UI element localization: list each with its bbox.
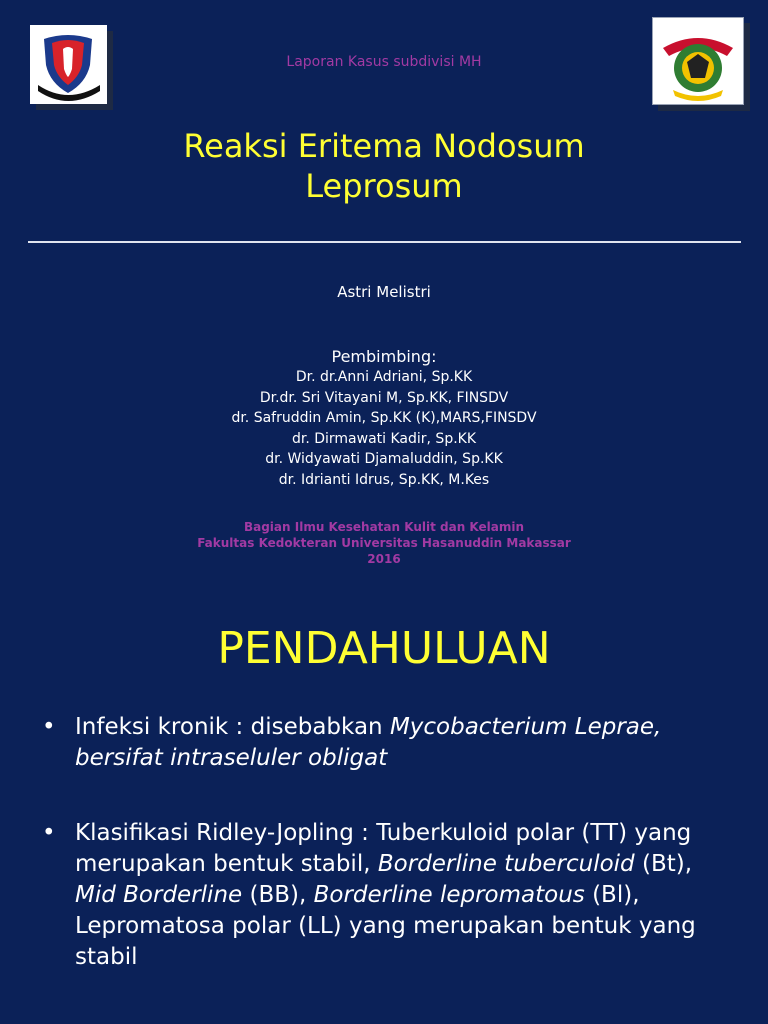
bullet-text: (BB), bbox=[242, 882, 314, 908]
title-line-1: Reaksi Eritema Nodosum bbox=[183, 127, 585, 165]
advisor-name: Dr.dr. Sri Vitayani M, Sp.KK, FINSDV bbox=[259, 389, 509, 406]
report-subtitle: Laporan Kasus subdivisi MH bbox=[286, 54, 482, 70]
bullet-text: (Bl), Lepromatosa polar (LL) yang merupakan bentuk yang stabil bbox=[75, 882, 696, 970]
advisor-name: dr. Idrianti Idrus, Sp.KK, M.Kes bbox=[278, 471, 490, 488]
presentation-title bbox=[0, 126, 768, 206]
bullet-text: (Bt), bbox=[634, 851, 693, 877]
advisor-name: dr. Dirmawati Kadir, Sp.KK bbox=[291, 430, 477, 447]
bullet-italic-text: Mycobacterium Leprae, bersifat intraseluler obligat bbox=[75, 714, 662, 771]
department-name: Bagian Ilmu Kesehatan Kulit dan Kelamin bbox=[243, 520, 525, 534]
bullet-item bbox=[40, 712, 740, 774]
advisor-name: dr. Widyawati Djamaluddin, Sp.KK bbox=[265, 451, 503, 467]
bullet-italic-text: Borderline tuberculoid bbox=[377, 851, 635, 877]
bullet-text: Klasifikasi Ridley-Jopling : Tuberkuloid polar (TT) yang merupakan bentuk stabil, bbox=[75, 820, 692, 877]
advisor-name: Dr. dr.Anni Adriani, Sp.KK bbox=[295, 369, 473, 385]
bullet-italic-text: Borderline lepromatous bbox=[313, 882, 585, 908]
bullet-list bbox=[40, 712, 740, 1017]
institution-block bbox=[0, 519, 768, 567]
year: 2016 bbox=[367, 552, 401, 566]
bullet-italic-text: Mid Borderline bbox=[75, 882, 243, 908]
title-line-2: Leprosum bbox=[305, 167, 463, 205]
author-name: Astri Melistri bbox=[337, 283, 431, 301]
advisors-block bbox=[0, 347, 768, 490]
bullet-text: Infeksi kronik : disebabkan bbox=[75, 714, 390, 740]
advisor-name: dr. Safruddin Amin, Sp.KK (K),MARS,FINSDV bbox=[231, 410, 537, 426]
faculty-name: Fakultas Kedokteran Universitas Hasanuddin Makassar bbox=[197, 536, 571, 550]
title-divider bbox=[28, 241, 741, 243]
section-title: PENDAHULUAN bbox=[217, 623, 551, 674]
bullet-item bbox=[40, 818, 740, 973]
advisors-heading: Pembimbing: bbox=[331, 347, 437, 366]
